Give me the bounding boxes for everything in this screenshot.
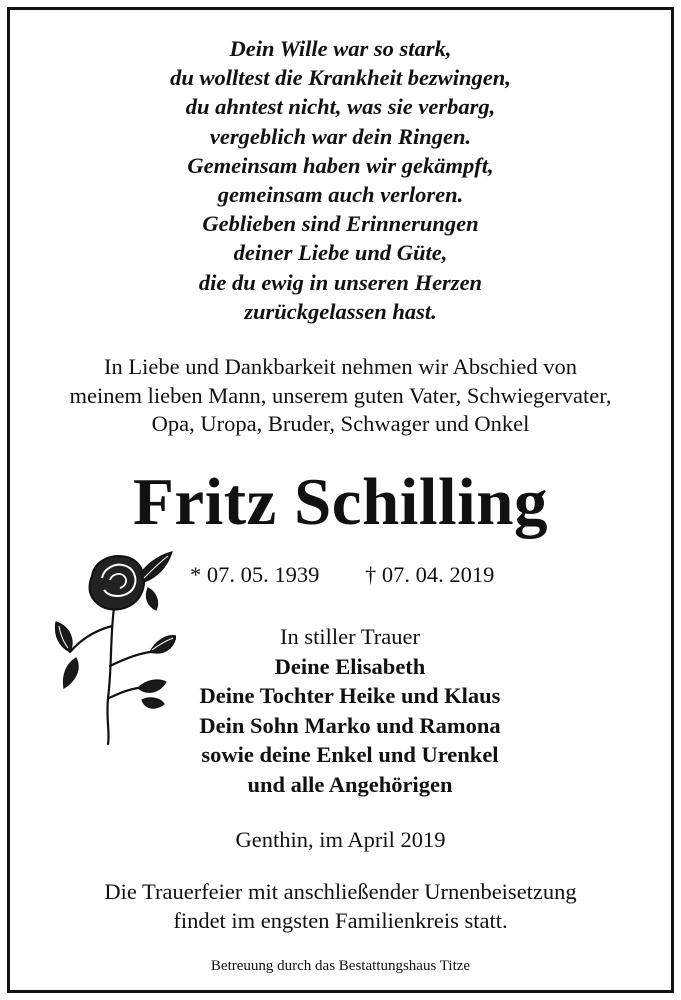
poem [10, 34, 671, 326]
ceremony-notice [10, 878, 671, 935]
poem-line: zurückgelassen hast. [244, 298, 437, 324]
poem-line: gemeinsam auch verloren. [217, 182, 464, 208]
intro-line: In Liebe und Dankbarkeit nehmen wir Abschied von [104, 354, 577, 379]
rose-icon [52, 548, 176, 746]
funeral-home-credit: Betreuung durch das Bestattungshaus Titze [210, 958, 471, 974]
mourner-name: Deine Tochter Heike und Klaus [199, 683, 501, 708]
poem-line: du wolltest die Krankheit bezwingen, [170, 65, 511, 91]
birth-date: * 07. 05. 1939 [190, 562, 320, 587]
poem-line: die du ewig in unseren Herzen [198, 269, 483, 295]
intro-line: meinem lieben Mann, unserem guten Vater, Schwiegervater, [69, 382, 612, 408]
poem-line: Gemeinsam haben wir gekämpft, [187, 152, 494, 178]
death-date: † 07. 04. 2019 [365, 562, 495, 587]
poem-line: Geblieben sind Erinnerungen [202, 211, 479, 237]
obituary-frame [7, 7, 674, 993]
life-dates [190, 560, 494, 590]
poem-line: du ahntest nicht, was sie verbarg, [185, 94, 496, 120]
mourner-name: Deine Elisabeth [274, 653, 426, 679]
poem-line: deiner Liebe und Güte, [233, 240, 448, 266]
mourners-block [180, 622, 520, 799]
poem-line: Dein Wille war so stark, [229, 36, 452, 61]
deceased-name: Fritz Schilling [132, 465, 549, 539]
intro-line: Opa, Uropa, Bruder, Schwager und Onkel [151, 411, 530, 436]
farewell-intro [10, 353, 671, 439]
ceremony-line: findet im engsten Familienkreis statt. [173, 907, 508, 933]
mourner-name: sowie deine Enkel und Urenkel [201, 742, 499, 767]
poem-line: vergeblich war dein Ringen. [209, 123, 472, 149]
mourner-name: und alle Angehörigen [247, 771, 453, 797]
mourner-name: Dein Sohn Marko und Ramona [199, 712, 501, 738]
ceremony-line: Die Trauerfeier mit anschließender Urnenbeisetzung [104, 879, 577, 904]
mourners-intro: In stiller Trauer [280, 624, 420, 649]
place-date: Genthin, im April 2019 [235, 827, 446, 852]
